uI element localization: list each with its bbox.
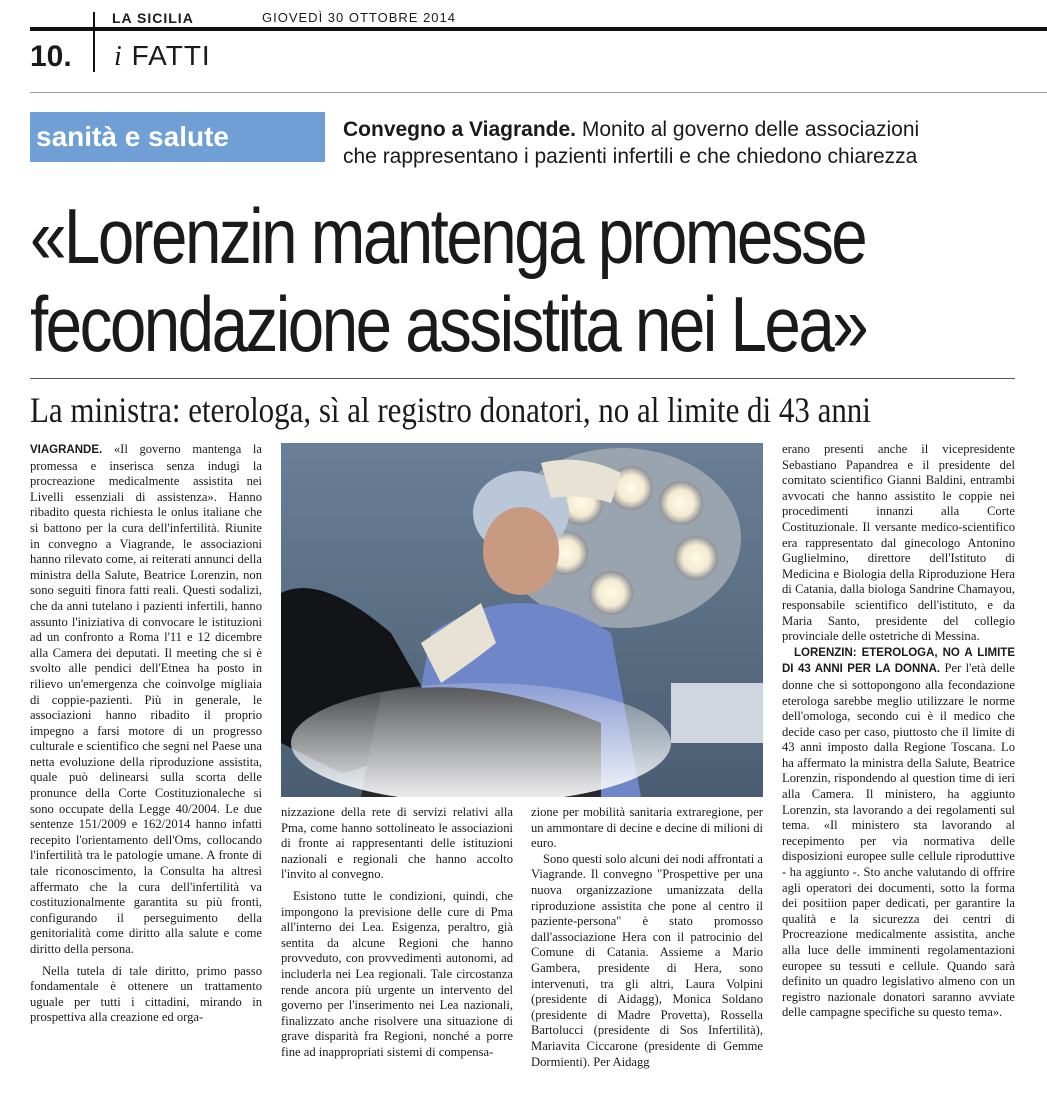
article-column-2 (281, 805, 513, 1105)
subheadline: La ministra: eterologa, sì al registro donatori, no al limite di 43 anni (30, 390, 871, 430)
rubric-label: sanità e salute (30, 112, 325, 162)
paragraph-text: Per l'età delle donne che si sottopongono alla fecondazione eterologa sarebbe meglio utilizzare le norme dell'omologa, secondo cui è il medico che decide caso per caso, piuttosto che il limite di 43 anni imposto dalla Regione Toscana. Lo ha affermato la ministra della Salute, Beatrice Lorenzin, rispondendo al question time di ieri alla Camera. Il ministero, ha aggiunto Lorenzin, sta lavorando a dei regolamenti sul tema. «Il ministero sta lavorando al recepimento per via normativa delle disposizioni europee sulle cellule riproduttive - ha aggiunto -. Sto anche valutando di offrire agli operatori dei documenti, sotto la forma dei positiion paper dedicati, per garantire la qualità e la sicurezza dei centri di Procreazione medicalmente assistita, anche alla luce delle imminenti regolamentazioni europee su tessuti e cellule. Quando sarà definito un quadro legislativo almeno con un registro nazionale donatori saranno avviate delle campagne specifiche su questo tema». (782, 661, 1015, 1020)
masthead-divider (93, 12, 95, 72)
masthead-thin-rule (30, 92, 1047, 93)
paragraph: nizzazione della rete di servizi relativi alla Pma, come hanno sottolineato le associazioni di fronte ai rappresentanti delle istituzioni nazionali e regionali che hanno accolto l'invito al convegno. (281, 805, 513, 882)
paragraph: erano presenti anche il vicepresidente Sebastiano Papandrea e il presidente del comitato scientifico Gianni Baldini, entrambi avvocati che hanno assistito le coppie nei procedimenti innanzi alla Corte Costituzionale. Il versante medico-scientifico era rappresentato dal ginecologo Antonino Guglielmino, direttore dell'Istituto di Medicina e Biologia della Riproduzione Hera di Catania, dalla biologa Sandrine Chamayou, responsabile scientifico dell'istituto, e da Maria Santo, presidente del collegio provinciale delle ostetriche di Messina. (782, 442, 1015, 644)
kicker-line1: Monito al governo delle associazioni (581, 118, 920, 141)
masthead (30, 0, 1047, 80)
paragraph (782, 645, 1015, 1021)
article-column-3 (531, 805, 763, 1105)
headline-rule (30, 378, 1015, 379)
dateline: VIAGRANDE. (30, 444, 103, 456)
article-column-4 (782, 442, 1015, 1102)
paragraph: Sono questi solo alcuni dei nodi affrontati a Viagrande. Il convegno "Prospettive per una nuova organizzazione umanizzata della riproduzione assistita che pone al centro il paziente-persona" è stato promosso dall'associazione Hera con il patrocinio del Comune di Catania. Assieme a Mario Gambera, presidente di Hera, sono intervenuti, tra gli altri, Laura Volpini (presidente di Aidagg), Monica Soldano (presidente di Madre Provetta), Rossella Bartolucci (presidente di Sos Infertilità), Mariavita Ciccarone (presidente di Gemme Dormienti). Per Aidagg (531, 851, 763, 1069)
article-photo (281, 443, 763, 797)
headline-line2: fecondazione assistita nei Lea» (30, 280, 867, 368)
headline-line1: «Lorenzin mantenga promesse (30, 192, 866, 280)
inline-subheading: LORENZIN: ETEROLOGA, NO A LIMITE DI 43 ANNI PER LA DONNA. (782, 646, 1015, 676)
headline (30, 192, 870, 368)
paragraph: zione per mobilità sanitaria extraregione, per un ammontare di decine e decine di milioni di euro. (531, 805, 763, 851)
paragraph-text: «Il governo mantenga la promessa e inserisca senza indugi la procreazione medicalmente assistita nei Livelli essenziali di assistenza». Hanno ribadito questa richiesta le onlus italiane che si battono per la cura dell'infertilità. Riunite in convegno a Viagrande, le associazioni hanno rilevato come, ai reiterati annunci della ministra della Salute, Beatrice Lorenzin, non sono seguiti finora fatti reali. Questi sodalizi, che da anni tutelano i pazienti infertili, hanno assunto l'iniziativa di convocare le istituzioni ad un confronto a Roma l'11 e 12 dicembre alla Camera dei deputati. Il meeting che si è svolto alle pendici dell'Etnea ha posto in rilievo un'emergenza che coinvolge migliaia di coppie-pazienti. Più in generale, le associazioni hanno ribadito il proprio impegno a farsi motore di un progresso culturale e scientifico che segni nel Paese una netta evoluzione della riproduzione assistita, quale può delinearsi sulla scorta delle pronunce della Corte Costituzionaleche si sono occupate della Legge 40/2004. Le due sentenze 151/2009 e 162/2014 hanno infatti recepito l'orientamento dell'Oms, collocando l'infertilità tra le patologie umane. A fronte di tale riconoscimento, la Consulta ha altresì affermato che la cura dell'infertilità va costituzionalmente garantita su più fronti, configurando il perseguimento della genitorialità come diritto alla salute e come diritto della persona. (30, 442, 262, 956)
newspaper-name: LA SICILIA (112, 10, 194, 26)
page-number: 10. (30, 40, 72, 73)
paragraph: Nella tutela di tale diritto, primo passo fondamentale è ottenere un trattamento uguale per tutti i cittadini, mirando in prospettiva alla creazione ed orga- (30, 963, 262, 1025)
section-prefix: i (114, 41, 123, 72)
section-name: FATTI (131, 40, 211, 71)
masthead-rule (30, 27, 1047, 31)
paragraph: Esistono tutte le condizioni, quindi, che impongono la previsione delle cure di Pma all'interno dei Lea. Esigenza, peraltro, già sentita da alcune Regioni che hanno provveduto, con provvedimenti autonomi, ad includerla nei Lea regionali. Tale circostanza rende ancora più urgente un intervento del governo per l'inserimento nei Lea nazionali, finalizzato anche risolvere una situazione di grave disparità fra Regioni, nonché a porre fine ad inappropriati sistemi di compensa- (281, 888, 513, 1059)
kicker-lead: Convegno a Viagrande. (343, 118, 576, 141)
kicker (343, 116, 1023, 170)
kicker-line2: che rappresentano i pazienti infertili e che chiedono chiarezza (343, 145, 918, 168)
issue-date: GIOVEDÌ 30 OTTOBRE 2014 (262, 10, 456, 25)
section-title (114, 40, 211, 73)
article-column-1 (30, 442, 262, 1102)
paragraph (30, 442, 262, 958)
